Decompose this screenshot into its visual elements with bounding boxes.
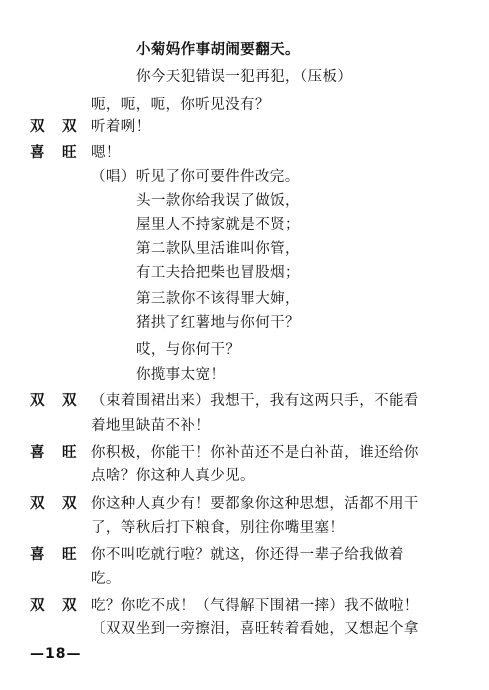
- dialogue-line: 你积极，你能干！你补苗还不是白补苗，谁还给你: [91, 445, 419, 461]
- verse-line: 你揽事太宽！: [136, 367, 226, 383]
- verse-line: 第三款你不该得罪大婶，: [136, 291, 300, 307]
- dialogue-line: 吃？你吃不成！（气得解下围裙一摔）我不做啦！: [91, 598, 419, 614]
- dialogue-line: （束着围裙出来）我想干，我有这两只手，不能看: [91, 393, 419, 409]
- dialogue-line: 着地里缺苗不补！: [91, 418, 211, 434]
- verse-line: 哎，与你何干？: [136, 342, 241, 358]
- sung-line: （唱）听见了你可要件件改完。: [91, 169, 300, 185]
- verse-line: 头一款你给我误了做饭，: [136, 193, 300, 209]
- dialogue-line: 呃，呃，呃，你听见没有？: [91, 97, 270, 113]
- page-number: —18—: [30, 646, 82, 662]
- speaker-shuangshuang: 双 双: [30, 392, 77, 409]
- verse-line: 你今天犯错误一犯再犯，（压板）: [136, 69, 353, 85]
- dialogue-line: 吃。: [91, 571, 121, 587]
- speaker-shuangshuang: 双 双: [30, 495, 77, 512]
- speaker-xiwang: 喜 旺: [30, 546, 77, 563]
- dialogue-line: 你不叫吃就行啦？就这，你还得一辈子给我做着: [91, 547, 404, 563]
- speaker-xiwang: 喜 旺: [30, 144, 77, 161]
- speaker-shuangshuang: 双 双: [30, 118, 77, 135]
- verse-line: 屋里人不持家就是不贤；: [136, 217, 300, 233]
- stage-direction: 〔双双坐到一旁擦泪，喜旺转着看她，又想起个拿: [91, 621, 419, 637]
- dialogue-line: 听着咧！: [91, 119, 151, 135]
- dialogue-line: 嗯！: [91, 145, 121, 161]
- verse-line: 第二款队里活谁叫你管，: [136, 241, 300, 257]
- verse-line: 小菊妈作事胡闹要翻天。: [136, 41, 300, 58]
- verse-line: 有工夫拾把柴也冒股烟；: [136, 265, 300, 281]
- speaker-shuangshuang: 双 双: [30, 597, 77, 614]
- speaker-xiwang: 喜 旺: [30, 444, 77, 461]
- dialogue-line: 你这种人真少有！要都象你这种思想，活都不用干: [91, 496, 419, 512]
- dialogue-line: 了，等秋后打下粮食，别往你嘴里塞！: [91, 520, 345, 536]
- verse-line: 猪拱了红薯地与你何干？: [136, 315, 300, 331]
- dialogue-line: 点啥？你这种人真少见。: [91, 468, 255, 484]
